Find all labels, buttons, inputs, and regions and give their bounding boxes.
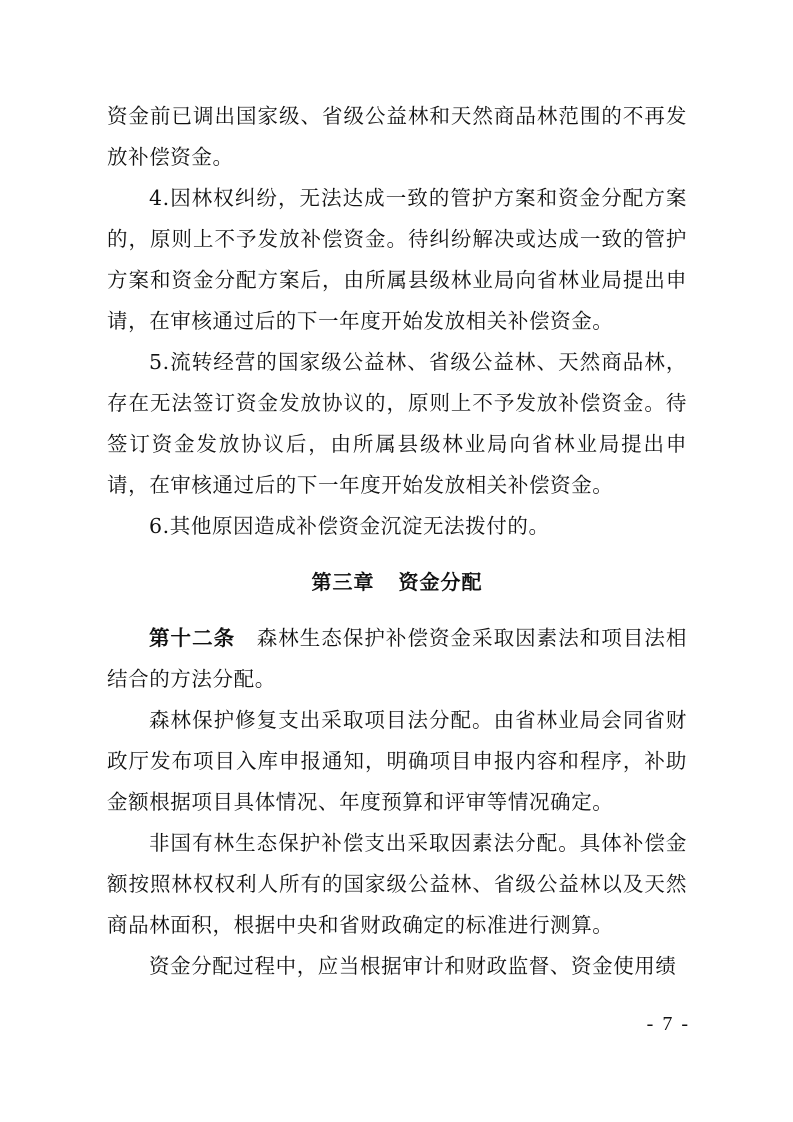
chapter-title: 资金分配 bbox=[398, 570, 483, 594]
chapter-number: 第三章 bbox=[311, 570, 375, 594]
page-number: - 7 - bbox=[646, 1013, 690, 1035]
chapter-heading bbox=[107, 562, 687, 603]
list-item-4: 4.因林权纠纷，无法达成一致的管护方案和资金分配方案的，原则上不予发放补偿资金。待纠纷解决或达成一致的管护方案和资金分配方案后，由所属县级林业局向省林业局提出申请，在审核通过后的下一年度开始发放相关补偿资金。 bbox=[107, 186, 687, 333]
article-text: 森林生态保护补偿资金采取因素法和项目法相结合的方法分配。 bbox=[107, 626, 688, 691]
continued-paragraph: 资金前已调出国家级、省级公益林和天然商品林范围的不再发放补偿资金。 bbox=[107, 104, 687, 169]
body-paragraph: 非国有林生态保护补偿支出采取因素法分配。具体补偿金额按照林权权利人所有的国家级公益林、省级公益林以及天然商品林面积，根据中央和省财政确定的标准进行测算。 bbox=[107, 831, 687, 937]
body-paragraph: 森林保护修复支出采取项目法分配。由省林业局会同省财政厅发布项目入库申报通知，明确项目申报内容和程序，补助金额根据项目具体情况、年度预算和评审等情况确定。 bbox=[107, 708, 687, 814]
body-paragraph: 资金分配过程中，应当根据审计和财政监督、资金使用绩 bbox=[149, 954, 677, 978]
document-page bbox=[107, 96, 687, 987]
list-item-5: 5.流转经营的国家级公益林、省级公益林、天然商品林，存在无法签订资金发放协议的，原则上不予发放补偿资金。待签订资金发放协议后，由所属县级林业局向省林业局提出申请，在审核通过后的下一年度开始发放相关补偿资金。 bbox=[107, 350, 687, 497]
article-paragraph bbox=[107, 618, 687, 700]
list-item-6: 6.其他原因造成补偿资金沉淀无法拨付的。 bbox=[149, 514, 550, 538]
article-label: 第十二条 bbox=[149, 626, 236, 650]
